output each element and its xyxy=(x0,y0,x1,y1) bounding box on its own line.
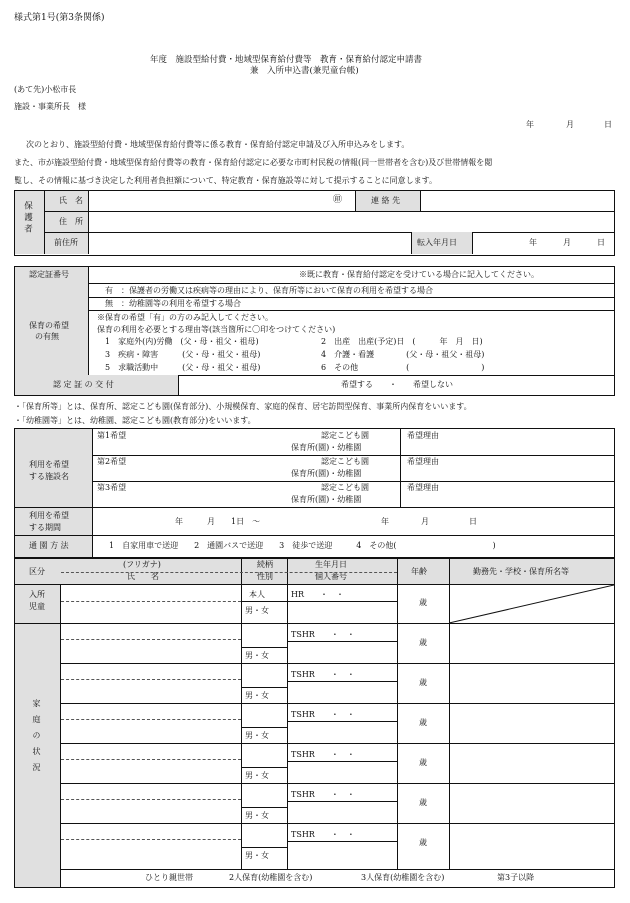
move-in-day: 日 xyxy=(597,238,605,247)
child-age: 歳 xyxy=(419,598,427,607)
reason-option[interactable]: 3 疾病・障害 (父・母・祖父・祖母) xyxy=(105,350,261,359)
addressee-mayor: (あて先)小松市長 xyxy=(14,85,77,94)
facility-type: 保育所(園)・幼稚園 xyxy=(291,469,362,478)
footer-three-children[interactable]: 3人保育(幼稚園を含む) xyxy=(361,873,445,882)
issue-label: 認 定 証 の 交 付 xyxy=(53,380,114,389)
wish-no[interactable]: 無 ：幼稚園等の利用を希望する場合 xyxy=(105,299,241,308)
diagonal-line xyxy=(449,585,614,623)
facility-choice-2: 第2希望 xyxy=(97,457,127,466)
child-birth[interactable]: HR ・ ・ xyxy=(291,590,344,599)
facility-type: 認定こども園 xyxy=(321,457,369,466)
reason-option[interactable]: 5 求職活動中 (父・母・祖父・祖母) xyxy=(105,363,261,372)
member-gender[interactable]: 男・女 xyxy=(245,771,269,780)
col-gender: 性別 xyxy=(257,572,273,581)
facility-type: 認定こども園 xyxy=(321,483,369,492)
issue-options[interactable]: 希望する ・ 希望しない xyxy=(341,380,453,389)
date-month: 月 xyxy=(566,120,574,129)
member-birth[interactable]: TSHR ・ ・ xyxy=(291,750,355,759)
col-mynumber: 個人番号 xyxy=(315,572,347,581)
member-gender[interactable]: 男・女 xyxy=(245,691,269,700)
name-label: 氏 名 xyxy=(59,196,83,205)
member-age: 歳 xyxy=(419,758,427,767)
footer-two-children[interactable]: 2人保育(幼稚園を含む) xyxy=(229,873,313,882)
family-table xyxy=(14,558,615,888)
period-label: する期間 xyxy=(29,523,61,532)
facility-label: 利用を希望 xyxy=(29,460,69,469)
facility-reason-label: 希望理由 xyxy=(407,457,439,466)
move-in-date-label: 転入年月日 xyxy=(417,238,457,247)
member-birth[interactable]: TSHR ・ ・ xyxy=(291,710,355,719)
wish-yes[interactable]: 有 ：保護者の労働又は疾病等の理由により、保育所等において保育の利用を希望する場合 xyxy=(105,286,433,295)
cert-number-label: 認定証番号 xyxy=(29,270,69,279)
reason-option[interactable]: 6 その他 ( ) xyxy=(321,363,485,372)
contact-field[interactable] xyxy=(423,192,613,210)
member-gender[interactable]: 男・女 xyxy=(245,851,269,860)
move-in-year: 年 xyxy=(529,238,537,247)
address-label: 住 所 xyxy=(59,217,83,226)
commute-label: 通 園 方 法 xyxy=(29,541,69,550)
reason-option[interactable]: 1 家庭外(内)労働 (父・母・祖父・祖母) xyxy=(105,337,259,346)
intro-text: 覧し、その情報に基づき決定した利用者負担額について、特定教育・保育施設等に対して提示することに同意します。 xyxy=(14,176,438,185)
date-day: 日 xyxy=(604,120,612,129)
note-text: ・「幼稚園等」とは、幼稚園、認定こども園(教育部分)をいいます。 xyxy=(14,416,256,425)
member-birth[interactable]: TSHR ・ ・ xyxy=(291,670,355,679)
member-birth[interactable]: TSHR ・ ・ xyxy=(291,830,355,839)
date-year: 年 xyxy=(526,120,534,129)
name-field[interactable] xyxy=(91,192,351,210)
wish-label: の有無 xyxy=(35,332,59,341)
reason-option[interactable]: 2 出産 出産(予定)日 ( 年 月 日) xyxy=(321,337,483,346)
facility-table xyxy=(14,428,615,558)
member-age: 歳 xyxy=(419,838,427,847)
wish-note: ※保育の希望「有」の方のみ記入してください。 xyxy=(97,313,273,322)
prev-address-field[interactable] xyxy=(91,234,409,252)
facility-reason-label: 希望理由 xyxy=(407,483,439,492)
child-self: 本人 xyxy=(249,590,265,599)
period-end[interactable]: 年 月 日 xyxy=(381,517,477,526)
move-in-month: 月 xyxy=(563,238,571,247)
col-name: 氏 名 xyxy=(127,572,159,581)
seal-mark: ㊞ xyxy=(333,195,343,205)
member-birth[interactable]: TSHR ・ ・ xyxy=(291,790,355,799)
member-age: 歳 xyxy=(419,798,427,807)
child-label: 入所 xyxy=(29,590,45,599)
col-kubun: 区分 xyxy=(29,567,45,576)
facility-label: する施設名 xyxy=(29,472,69,481)
col-work: 勤務先・学校・保育所名等 xyxy=(473,567,569,576)
facility-type: 保育所(園)・幼稚園 xyxy=(291,443,362,452)
wish-note: 保育の利用を必要とする理由等(該当箇所に〇印をつけてください) xyxy=(97,325,336,334)
facility-reason-label: 希望理由 xyxy=(407,431,439,440)
household-label: 家庭の状況 xyxy=(32,699,41,779)
note-text: ・「保育所等」とは、保育所、認定こども園(保育部分)、小規模保育、家庭的保育、居宅訪問型保育、事業所内保育をいいます。 xyxy=(14,402,472,411)
reason-option[interactable]: 4 介護・看護 (父・母・祖父・祖母) xyxy=(321,350,485,359)
col-age: 年齢 xyxy=(411,567,427,576)
child-label: 児童 xyxy=(29,602,45,611)
col-relation: 続柄 xyxy=(257,560,273,569)
facility-choice-1: 第1希望 xyxy=(97,431,127,440)
contact-label: 連 絡 先 xyxy=(371,196,401,205)
commute-options[interactable]: 1 自家用車で送迎 2 通園バスで送迎 3 徒歩で送迎 4 その他( ) xyxy=(109,541,496,550)
guardian-table xyxy=(14,190,615,256)
member-birth[interactable]: TSHR ・ ・ xyxy=(291,630,355,639)
page-subtitle: 兼 入所申込書(兼児童台帳) xyxy=(250,66,359,76)
col-birth: 生年月日 xyxy=(315,560,347,569)
form-number: 様式第1号(第3条関係) xyxy=(14,13,105,23)
prev-address-label: 前住所 xyxy=(54,238,78,247)
intro-text: また、市が施設型給付費・地域型保育給付費等の教育・保育給付認定に必要な市町村民税の情報(同一世帯者を含む)及び世帯情報を閲 xyxy=(14,158,493,167)
facility-type: 認定こども園 xyxy=(321,431,369,440)
facility-type: 保育所(園)・幼稚園 xyxy=(291,495,362,504)
wish-label: 保育の希望 xyxy=(29,321,69,330)
footer-single-parent[interactable]: ひとり親世帯 xyxy=(145,873,193,882)
certification-table xyxy=(14,266,615,396)
guardian-label: 保護者 xyxy=(22,201,33,236)
member-age: 歳 xyxy=(419,718,427,727)
period-start[interactable]: 年 月 1日 ～ xyxy=(175,517,261,526)
address-field[interactable] xyxy=(91,213,611,231)
member-gender[interactable]: 男・女 xyxy=(245,731,269,740)
footer-third-child[interactable]: 第3子以降 xyxy=(497,873,535,882)
col-furigana: (フリガナ) xyxy=(123,560,161,569)
period-label: 利用を希望 xyxy=(29,511,69,520)
member-gender[interactable]: 男・女 xyxy=(245,651,269,660)
page-title: 年度 施設型給付費・地域型保育給付費等 教育・保育給付認定申請書 xyxy=(150,55,423,65)
intro-text: 次のとおり、施設型給付費・地域型保育給付費等に係る教育・保育給付認定申請及び入所申込みをします。 xyxy=(26,140,410,149)
addressee-facility: 施設・事業所長 様 xyxy=(14,102,86,111)
member-age: 歳 xyxy=(419,638,427,647)
cert-number-note: ※既に教育・保育給付認定を受けている場合に記入してください。 xyxy=(299,270,539,279)
facility-choice-3: 第3希望 xyxy=(97,483,127,492)
child-gender[interactable]: 男・女 xyxy=(245,606,269,615)
member-age: 歳 xyxy=(419,678,427,687)
member-gender[interactable]: 男・女 xyxy=(245,811,269,820)
